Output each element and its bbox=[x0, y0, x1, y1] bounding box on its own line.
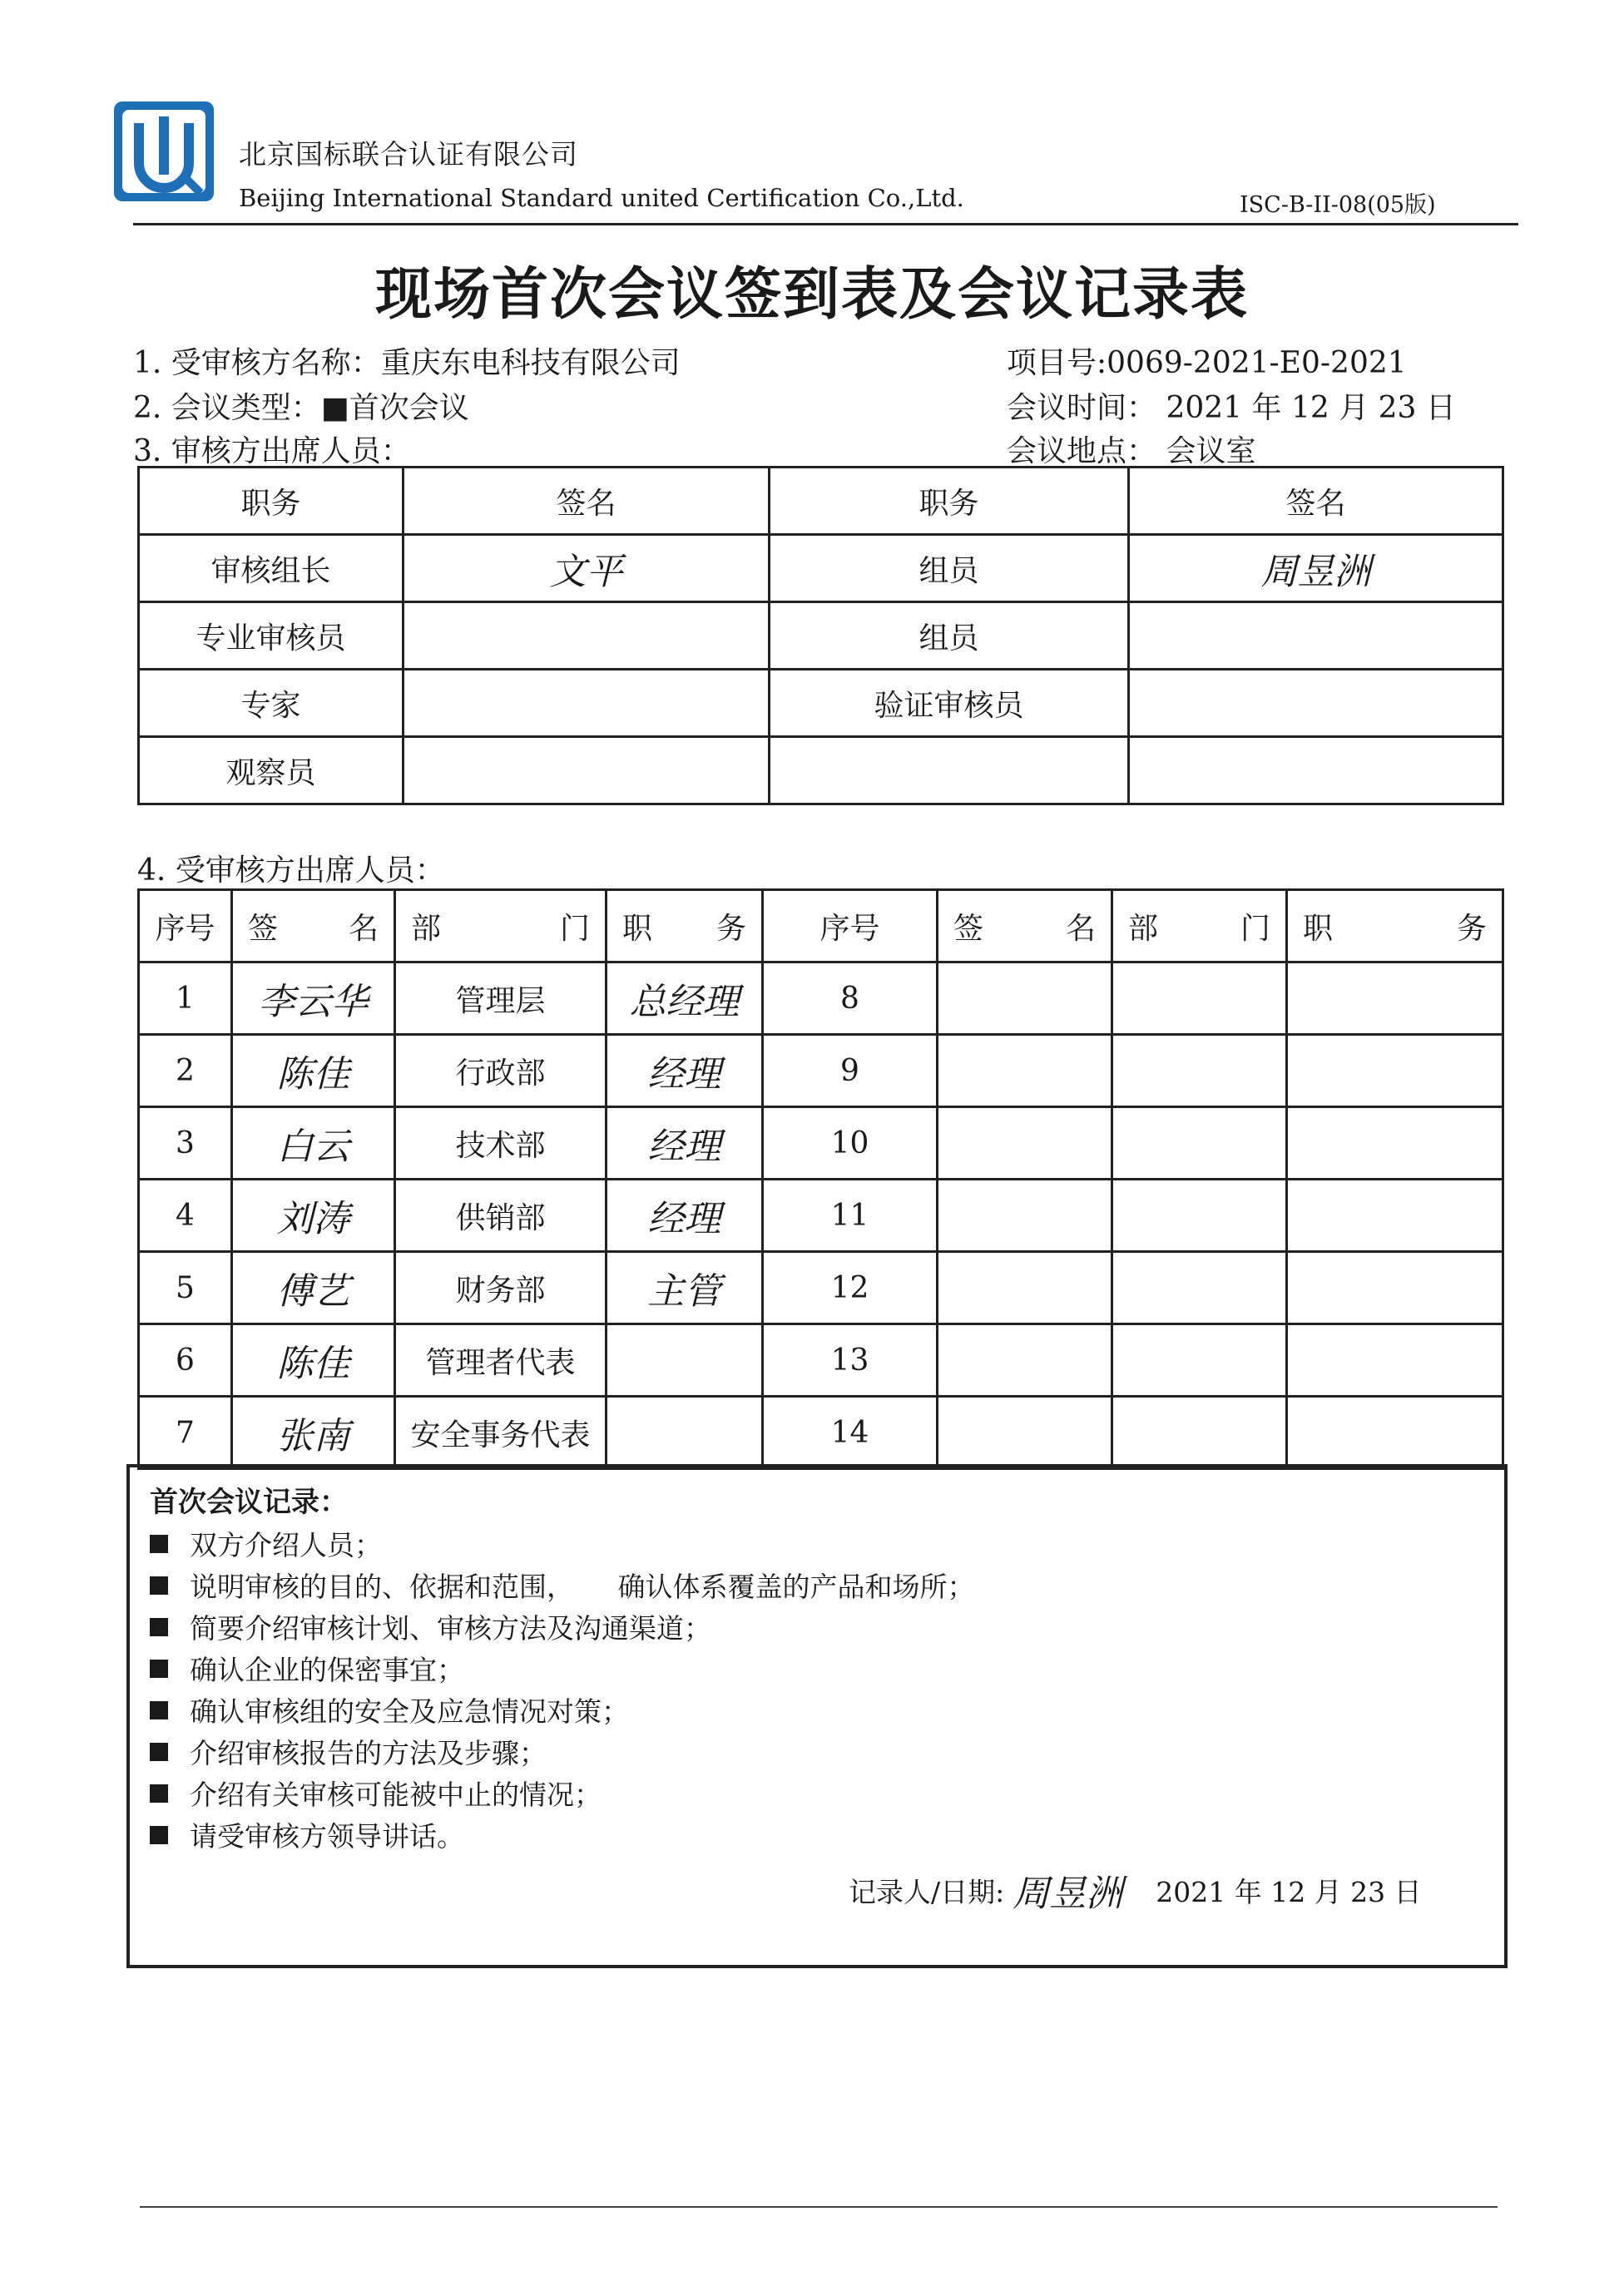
signature-cell: 李云华 bbox=[232, 962, 395, 1035]
filled-checkbox-icon bbox=[150, 1535, 168, 1553]
signature-cell bbox=[404, 602, 770, 670]
position-cell: 经理 bbox=[607, 1180, 763, 1252]
header-cell bbox=[938, 890, 1112, 962]
record-item bbox=[150, 1732, 547, 1771]
record-item bbox=[150, 1774, 602, 1813]
record-item bbox=[150, 1607, 711, 1646]
signature-cell: 傅艺 bbox=[232, 1252, 395, 1324]
position-cell: 总经理 bbox=[607, 962, 763, 1035]
record-item bbox=[150, 1649, 464, 1688]
position-cell bbox=[607, 1397, 763, 1469]
table-row bbox=[139, 535, 1503, 602]
meeting-record-title: 首次会议记录： bbox=[150, 1486, 348, 1519]
department-cell: 管理层 bbox=[395, 962, 607, 1035]
header-cell-part: 务 bbox=[715, 911, 746, 946]
filled-checkbox-icon bbox=[150, 1618, 168, 1636]
department-cell bbox=[1112, 1035, 1287, 1107]
auditee-attendance-table bbox=[137, 888, 1504, 1470]
seq-cell: 4 bbox=[139, 1180, 232, 1252]
signature-cell bbox=[1129, 602, 1503, 670]
project-number: 项目号:0069-2021-E0-2021 bbox=[1007, 346, 1407, 380]
table-row bbox=[139, 1252, 1503, 1324]
seq-cell: 6 bbox=[139, 1324, 232, 1397]
header-cell-part: 职 bbox=[1303, 911, 1334, 946]
header-cell-part: 门 bbox=[1240, 911, 1270, 946]
footer-divider bbox=[140, 2206, 1498, 2208]
role-cell: 专家 bbox=[139, 670, 404, 737]
department-cell: 技术部 bbox=[395, 1107, 607, 1180]
header-cell-part: 名 bbox=[348, 911, 379, 946]
department-cell bbox=[1112, 1252, 1287, 1324]
seq-cell: 14 bbox=[763, 1397, 938, 1469]
record-item bbox=[150, 1524, 382, 1563]
position-cell: 经理 bbox=[607, 1035, 763, 1107]
signature-cell: 张南 bbox=[232, 1397, 395, 1469]
header-cell: 职务 bbox=[770, 468, 1129, 535]
meeting-place: 会议地点： 会议室 bbox=[1007, 434, 1256, 468]
company-name-cn: 北京国标联合认证有限公司 bbox=[239, 138, 578, 171]
header-cell bbox=[232, 890, 395, 962]
position-cell bbox=[1287, 1107, 1503, 1180]
seq-cell: 10 bbox=[763, 1107, 938, 1180]
department-cell: 管理者代表 bbox=[395, 1324, 607, 1397]
position-cell bbox=[1287, 1252, 1503, 1324]
seq-cell: 8 bbox=[763, 962, 938, 1035]
recorder-date: 2021 年 12 月 23 日 bbox=[1156, 1875, 1422, 1908]
table-row bbox=[139, 1324, 1503, 1397]
auditor-attendees-label: 3. 审核方出席人员： bbox=[133, 434, 411, 468]
company-name-en: Beijing International Standard united Certification Co.,Ltd. bbox=[239, 184, 964, 212]
role-cell: 组员 bbox=[770, 535, 1129, 602]
position-cell: 经理 bbox=[607, 1107, 763, 1180]
signature-cell bbox=[404, 670, 770, 737]
position-cell: 主管 bbox=[607, 1252, 763, 1324]
department-cell: 财务部 bbox=[395, 1252, 607, 1324]
table-row bbox=[139, 1397, 1503, 1469]
header-cell: 签名 bbox=[1129, 468, 1503, 535]
table-row bbox=[139, 962, 1503, 1035]
header-cell bbox=[607, 890, 763, 962]
signature-cell bbox=[1129, 737, 1503, 804]
filled-checkbox-icon bbox=[150, 1660, 168, 1678]
signature-cell bbox=[938, 962, 1112, 1035]
header-cell-part: 门 bbox=[559, 911, 590, 946]
role-cell: 验证审核员 bbox=[770, 670, 1129, 737]
department-cell bbox=[1112, 1324, 1287, 1397]
record-item bbox=[150, 1566, 974, 1605]
header-cell-part: 签 bbox=[953, 911, 984, 946]
position-cell bbox=[1287, 1397, 1503, 1469]
position-cell bbox=[1287, 1035, 1503, 1107]
position-cell bbox=[607, 1324, 763, 1397]
signature-cell bbox=[938, 1180, 1112, 1252]
recorder-label: 记录人/日期: bbox=[849, 1875, 1005, 1908]
role-cell: 审核组长 bbox=[139, 535, 404, 602]
record-item bbox=[150, 1815, 464, 1854]
record-item-text: 说明审核的目的、依据和范围， 确认体系覆盖的产品和场所； bbox=[190, 1571, 975, 1603]
header-cell bbox=[1287, 890, 1503, 962]
header-cell-part: 务 bbox=[1456, 911, 1487, 946]
position-cell bbox=[1287, 962, 1503, 1035]
record-item-text: 介绍审核报告的方法及步骤； bbox=[190, 1737, 547, 1769]
auditee-attendees-label: 4. 受审核方出席人员： bbox=[137, 854, 445, 888]
table-row bbox=[139, 602, 1503, 670]
seq-cell: 13 bbox=[763, 1324, 938, 1397]
header-cell: 序号 bbox=[139, 890, 232, 962]
table-row bbox=[139, 1107, 1503, 1180]
signature-cell bbox=[938, 1252, 1112, 1324]
record-item-text: 简要介绍审核计划、审核方法及沟通渠道； bbox=[190, 1612, 711, 1645]
signature-cell bbox=[938, 1035, 1112, 1107]
signature-cell bbox=[938, 1324, 1112, 1397]
header-cell bbox=[1112, 890, 1287, 962]
signature-cell bbox=[1129, 670, 1503, 737]
department-cell: 供销部 bbox=[395, 1180, 607, 1252]
meeting-time: 会议时间： 2021 年 12 月 23 日 bbox=[1007, 391, 1456, 425]
position-cell bbox=[1287, 1180, 1503, 1252]
record-item-text: 双方介绍人员； bbox=[190, 1529, 382, 1561]
record-item bbox=[150, 1690, 629, 1729]
department-cell bbox=[1112, 1397, 1287, 1469]
header-divider bbox=[133, 223, 1518, 225]
department-cell: 安全事务代表 bbox=[395, 1397, 607, 1469]
signature-cell: 白云 bbox=[232, 1107, 395, 1180]
seq-cell: 5 bbox=[139, 1252, 232, 1324]
filled-checkbox-icon bbox=[150, 1701, 168, 1719]
meeting-type: 2. 会议类型：■首次会议 bbox=[133, 391, 469, 425]
seq-cell: 11 bbox=[763, 1180, 938, 1252]
seq-cell: 7 bbox=[139, 1397, 232, 1469]
seq-cell: 1 bbox=[139, 962, 232, 1035]
header-cell-part: 名 bbox=[1065, 911, 1096, 946]
seq-cell: 9 bbox=[763, 1035, 938, 1107]
signature-cell: 刘涛 bbox=[232, 1180, 395, 1252]
record-item-text: 介绍有关审核可能被中止的情况； bbox=[190, 1779, 602, 1811]
seq-cell: 2 bbox=[139, 1035, 232, 1107]
table-row bbox=[139, 1180, 1503, 1252]
signature-cell bbox=[404, 737, 770, 804]
recorder-signature: 周昱洲 bbox=[1013, 1873, 1123, 1915]
table-row bbox=[139, 1035, 1503, 1107]
auditor-attendance-table bbox=[137, 466, 1504, 805]
record-item-text: 请受审核方领导讲话。 bbox=[190, 1820, 464, 1853]
department-cell bbox=[1112, 962, 1287, 1035]
header-cell-part: 职 bbox=[622, 911, 653, 946]
signature-cell bbox=[938, 1107, 1112, 1180]
auditee-name: 1. 受审核方名称：重庆东电科技有限公司 bbox=[133, 346, 681, 380]
filled-checkbox-icon bbox=[150, 1743, 168, 1761]
header-cell: 职务 bbox=[139, 468, 404, 535]
filled-checkbox-icon bbox=[150, 1784, 168, 1803]
role-cell: 组员 bbox=[770, 602, 1129, 670]
header-cell-part: 签 bbox=[248, 911, 279, 946]
seq-cell: 3 bbox=[139, 1107, 232, 1180]
table-header-row bbox=[139, 890, 1503, 962]
recorder-line bbox=[849, 1863, 1422, 1917]
header-cell-part: 部 bbox=[411, 911, 442, 946]
filled-checkbox-icon bbox=[150, 1826, 168, 1844]
department-cell: 行政部 bbox=[395, 1035, 607, 1107]
table-header-row bbox=[139, 468, 1503, 535]
role-cell: 观察员 bbox=[139, 737, 404, 804]
header-cell bbox=[395, 890, 607, 962]
record-item-text: 确认企业的保密事宜； bbox=[190, 1654, 464, 1686]
filled-checkbox-icon bbox=[150, 1576, 168, 1595]
department-cell bbox=[1112, 1107, 1287, 1180]
header-cell: 签名 bbox=[404, 468, 770, 535]
signature-cell bbox=[938, 1397, 1112, 1469]
department-cell bbox=[1112, 1180, 1287, 1252]
header-cell-part: 部 bbox=[1128, 911, 1159, 946]
role-cell: 专业审核员 bbox=[139, 602, 404, 670]
isc-logo-icon bbox=[111, 98, 217, 205]
form-code: ISC-B-II-08(05版) bbox=[1240, 192, 1436, 218]
table-row bbox=[139, 670, 1503, 737]
signature-cell: 文平 bbox=[404, 535, 770, 602]
record-item-text: 确认审核组的安全及应急情况对策； bbox=[190, 1695, 629, 1728]
signature-cell: 周昱洲 bbox=[1129, 535, 1503, 602]
signature-cell: 陈佳 bbox=[232, 1324, 395, 1397]
document-title: 现场首次会议签到表及会议记录表 bbox=[374, 262, 1249, 328]
role-cell bbox=[770, 737, 1129, 804]
seq-cell: 12 bbox=[763, 1252, 938, 1324]
header-cell: 序号 bbox=[763, 890, 938, 962]
table-row bbox=[139, 737, 1503, 804]
position-cell bbox=[1287, 1324, 1503, 1397]
signature-cell: 陈佳 bbox=[232, 1035, 395, 1107]
